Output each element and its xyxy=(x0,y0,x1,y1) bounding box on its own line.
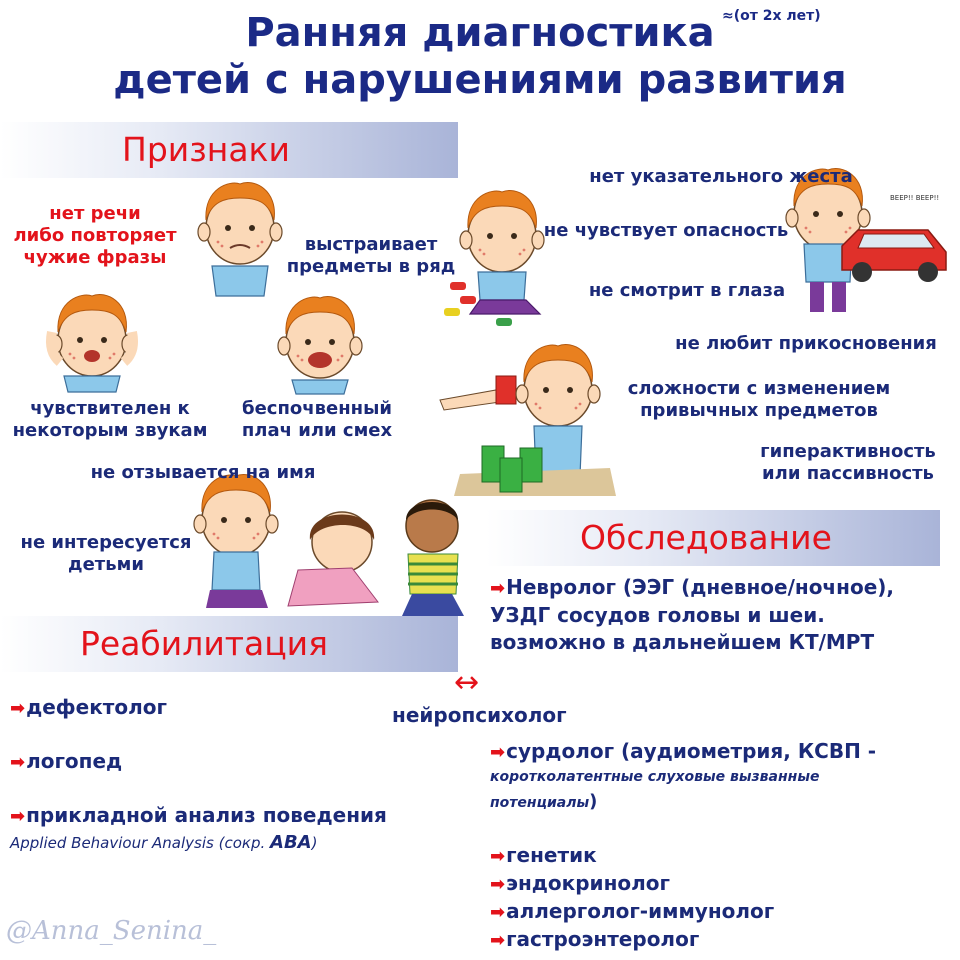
kids-group-illustration xyxy=(202,490,472,620)
aba-suffix: ) xyxy=(311,834,318,852)
exam-other-specialists xyxy=(490,842,774,954)
sign-sensitive-line2: некоторым звукам xyxy=(12,420,208,441)
sign-no-speech-line3: чужие фразы xyxy=(23,247,167,268)
sign-lines-up-line1: выстраивает xyxy=(304,234,438,255)
aba-prefix: Applied Behaviour Analysis (сокр. xyxy=(10,834,271,852)
sign-cry-line2: плач или смех xyxy=(241,420,393,441)
rehab-speech-therapist xyxy=(10,748,122,776)
sign-hyperactivity xyxy=(744,441,952,485)
sign-no-speech-line1: нет речи xyxy=(49,203,141,224)
exam-allergologist: аллерголог-иммунолог xyxy=(506,899,775,923)
rehab-defectologist xyxy=(10,694,167,722)
sign-lines-up xyxy=(282,234,460,278)
sign-no-speech xyxy=(0,203,190,269)
kid-no-speech-illustration xyxy=(190,176,290,296)
kid-danger-car-illustration xyxy=(798,186,948,316)
arrow-icon: ➡ xyxy=(490,902,506,923)
sign-no-interest-kids xyxy=(0,532,212,576)
page-title-line1: Ранняя диагностика xyxy=(245,10,715,56)
arrow-icon: ➡ xyxy=(10,752,26,773)
exam-neuropsychologist: нейропсихолог xyxy=(392,703,567,727)
arrow-icon: ➡ xyxy=(490,578,506,599)
sign-no-name-response: не отзывается на имя xyxy=(90,462,316,483)
sign-no-touch: не любит прикосновения xyxy=(675,333,937,354)
sign-lines-up-line2: предметы в ряд xyxy=(286,256,456,277)
rehab-aba xyxy=(10,802,387,830)
exam-surdo-label: сурдолог (аудиометрия, КСВП - xyxy=(506,739,877,763)
car-sign-text: BEEP!! BEEP!! xyxy=(890,194,940,202)
signs-heading: Признаки xyxy=(122,130,290,169)
sign-cry-line1: беспочвенный xyxy=(242,398,392,419)
kid-covering-ears-illustration xyxy=(42,292,142,392)
sign-hyper-line2: или пассивность xyxy=(762,463,934,484)
exam-endocrinologist: эндокринолог xyxy=(506,871,670,895)
sign-sensitive-sounds xyxy=(0,398,220,442)
rehab-aba-english xyxy=(10,832,317,853)
rehab-heading: Реабилитация xyxy=(80,624,328,663)
sign-no-pointing: нет указательного жеста xyxy=(589,166,853,187)
age-note: ≈(от 2х лет) xyxy=(722,8,821,24)
sign-no-kids-line1: не интересуется xyxy=(20,532,192,553)
exam-neuro-line2: УЗДГ сосудов головы и шеи. xyxy=(490,603,825,627)
sign-cry-laugh xyxy=(224,398,410,442)
rehab-aba-label: прикладной анализ поведения xyxy=(26,803,387,827)
exam-neurologist xyxy=(490,574,894,656)
aba-abbrev: ABA xyxy=(270,832,312,853)
sign-no-speech-line2: либо повторяет xyxy=(13,225,177,246)
sign-no-danger: не чувствует опасность xyxy=(543,220,789,241)
exam-surdo-note2-text: потенциалы xyxy=(490,795,590,811)
arrow-icon: ➡ xyxy=(490,846,506,867)
exam-gastroenterologist: гастроэнтеролог xyxy=(506,927,700,951)
kid-crying-illustration xyxy=(270,294,370,394)
exam-surdo-close-paren: ) xyxy=(589,791,598,812)
sign-change-difficulty xyxy=(614,378,904,422)
exam-surdo-note-line1: коротколатентные слуховые вызванные xyxy=(490,769,820,785)
kid-cups-illustration xyxy=(440,350,620,496)
exam-neuro-line3: возможно в дальнейшем КТ/МРТ xyxy=(490,630,875,654)
arrow-icon: ➡ xyxy=(10,698,26,719)
arrow-icon: ➡ xyxy=(490,874,506,895)
rehab-speech-therapist-label: логопед xyxy=(26,749,123,773)
sign-sensitive-line1: чувствителен к xyxy=(30,398,190,419)
arrow-icon: ➡ xyxy=(10,806,26,827)
sign-change-line2: привычных предметов xyxy=(640,400,878,421)
exam-surdologist xyxy=(490,738,876,766)
two-way-arrow-icon: ↔ xyxy=(454,665,480,700)
exam-geneticist: генетик xyxy=(506,843,597,867)
exam-neuro-line1: Невролог (ЭЭГ (дневное/ночное), xyxy=(506,575,895,599)
page-title-line2: детей с нарушениями развития xyxy=(113,57,847,103)
exam-heading: Обследование xyxy=(580,518,832,557)
rehab-defectologist-label: дефектолог xyxy=(26,695,167,719)
sign-change-line1: сложности с изменением xyxy=(627,378,891,399)
sign-hyper-line1: гиперактивность xyxy=(760,441,936,462)
sign-no-kids-line2: детьми xyxy=(68,554,144,575)
exam-surdo-note-line2 xyxy=(490,788,597,815)
arrow-icon: ➡ xyxy=(490,742,506,763)
author-watermark: @Anna_Senina_ xyxy=(6,916,217,946)
sign-no-eye-contact: не смотрит в глаза xyxy=(588,280,786,301)
arrow-icon: ➡ xyxy=(490,930,506,951)
